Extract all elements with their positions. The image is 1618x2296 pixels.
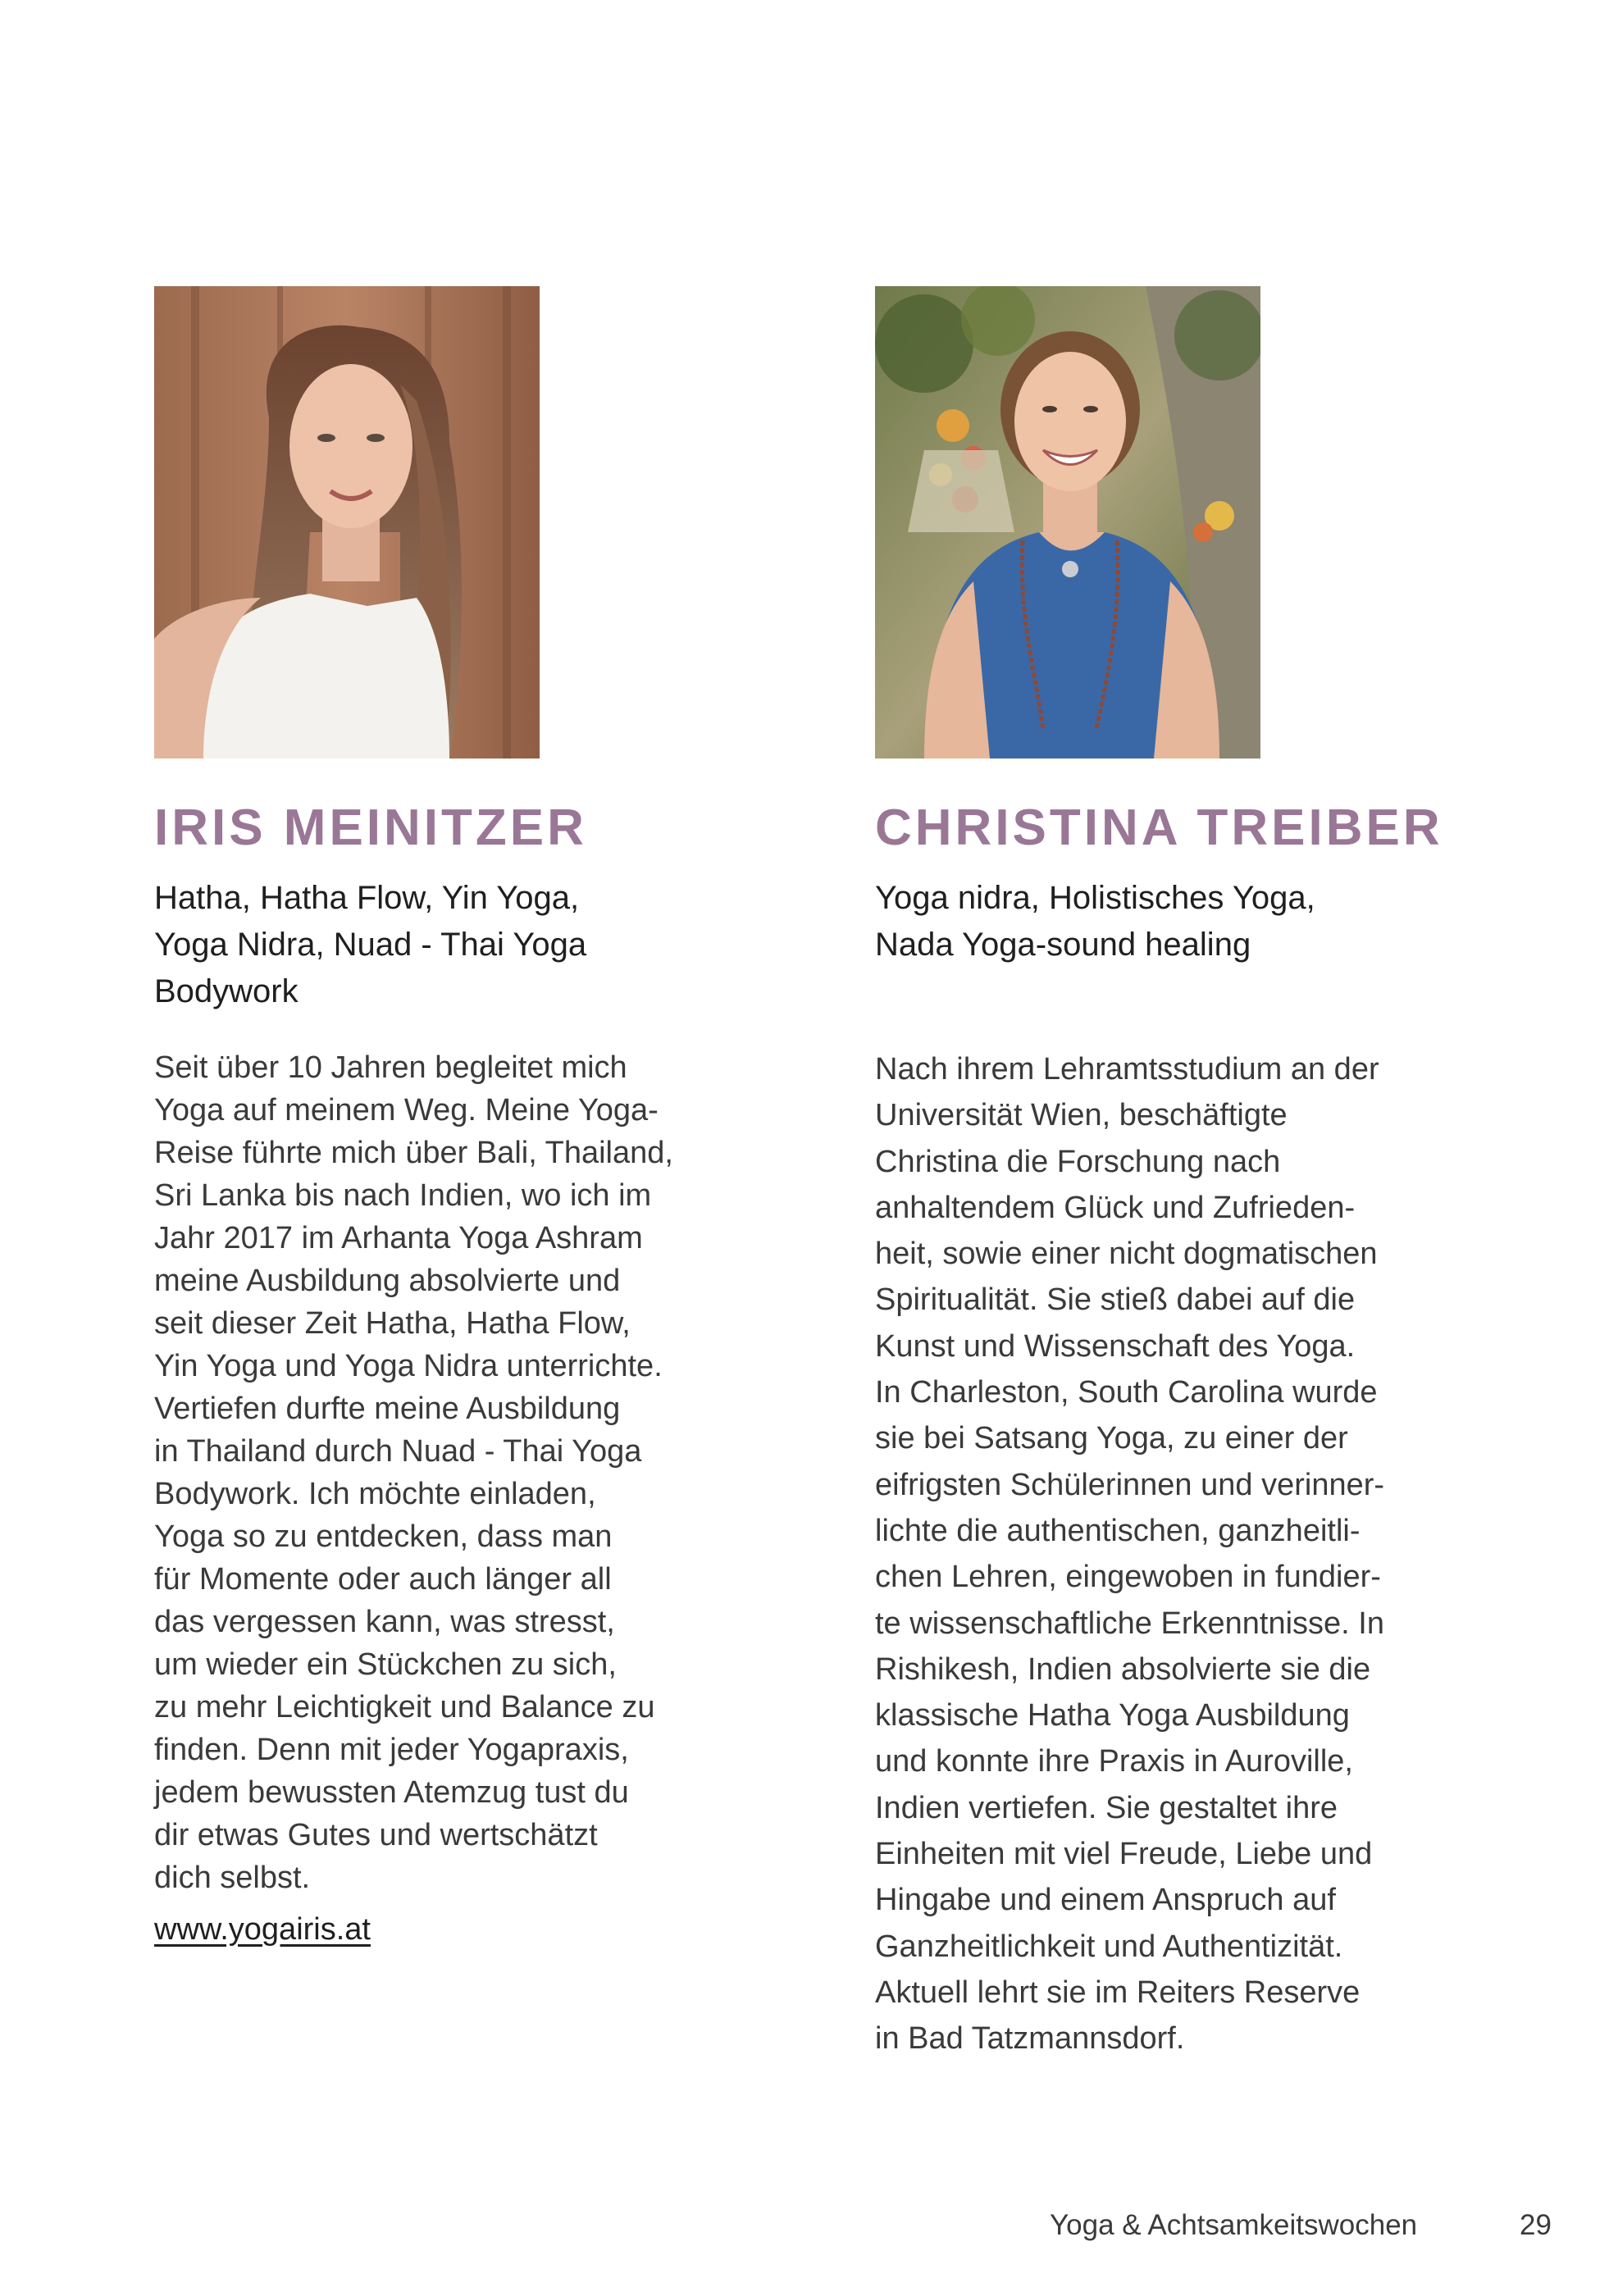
- bio-line: klassische Hatha Yoga Ausbildung: [875, 1698, 1350, 1733]
- yoga-styles: [154, 875, 586, 1015]
- bio-line: meine Ausbildung absolvierte und: [154, 1264, 621, 1298]
- bio-line: Spiritualität. Sie stieß dabei auf die: [875, 1282, 1356, 1318]
- bio-line: Indien vertiefen. Sie gestaltet ihre: [875, 1790, 1338, 1825]
- yoga-styles-line: Yoga Nidra, Nuad - Thai Yoga: [154, 927, 587, 963]
- iris-portrait-photo: [154, 286, 540, 758]
- bio-line: um wieder ein Stückchen zu sich,: [154, 1647, 617, 1682]
- bio-line: te wissenschaftliche Erkenntnisse. In: [875, 1606, 1384, 1641]
- bio-line: Rishikesh, Indien absolvierte sie die: [875, 1651, 1371, 1687]
- bio-line: jedem bewussten Atemzug tust du: [154, 1775, 629, 1810]
- bio-line: Yin Yoga und Yoga Nidra unterrichte.: [154, 1349, 663, 1383]
- bio-line: Hingabe und einem Anspruch auf: [875, 1883, 1336, 1918]
- bio-line: Sri Lanka bis nach Indien, wo ich im: [154, 1178, 652, 1213]
- bio-line: das vergessen kann, was stresst,: [154, 1605, 615, 1639]
- bio-line: Bodywork. Ich möchte einladen,: [154, 1477, 596, 1511]
- bio-line: und konnte ihre Praxis in Auroville,: [875, 1744, 1353, 1779]
- bio-line: Kunst und Wissenschaft des Yoga.: [875, 1328, 1356, 1364]
- bio-line: dich selbst.: [154, 1861, 311, 1895]
- bio-line: sie bei Satsang Yoga, zu einer der: [875, 1421, 1348, 1456]
- bio-line: Vertiefen durfte meine Ausbildung: [154, 1392, 621, 1426]
- bio-line: chen Lehren, eingewoben in fundier-: [875, 1560, 1381, 1595]
- bio-line: dir etwas Gutes und wertschätzt: [154, 1818, 598, 1852]
- profile-bio: [154, 1046, 673, 1899]
- profile-name: IRIS MEINITZER: [154, 800, 587, 856]
- bio-line: Yoga so zu entdecken, dass man: [154, 1519, 613, 1554]
- profile-name: CHRISTINA TREIBER: [875, 800, 1443, 856]
- bio-line: Yoga auf meinem Weg. Meine Yoga-: [154, 1093, 659, 1128]
- yoga-styles-line: Yoga nidra, Holistisches Yoga,: [875, 880, 1315, 916]
- yoga-styles-line: Hatha, Hatha Flow, Yin Yoga,: [154, 880, 580, 916]
- bio-line: seit dieser Zeit Hatha, Hatha Flow,: [154, 1306, 631, 1341]
- bio-line: Einheiten mit viel Freude, Liebe und: [875, 1837, 1373, 1872]
- bio-line: lichte die authentischen, ganzheitli-: [875, 1513, 1360, 1548]
- bio-line: Reise führte mich über Bali, Thailand,: [154, 1136, 673, 1170]
- footer-title: Yoga & Achtsamkeitswochen: [1050, 2209, 1418, 2241]
- website-link[interactable]: www.yogairis.at: [154, 1912, 371, 1947]
- profile-christina: [875, 286, 1531, 2057]
- yoga-styles-line: Bodywork: [154, 973, 299, 1009]
- bio-line: Aktuell lehrt sie im Reiters Reserve: [875, 1975, 1360, 2010]
- bio-line: Jahr 2017 im Arhanta Yoga Ashram: [154, 1221, 643, 1255]
- profile-bio: [875, 1046, 1384, 2062]
- bio-line: Christina die Forschung nach: [875, 1144, 1281, 1179]
- yoga-styles: [875, 875, 1315, 968]
- bio-line: anhaltendem Glück und Zufrieden-: [875, 1190, 1356, 1225]
- bio-line: in Thailand durch Nuad - Thai Yoga: [154, 1434, 642, 1469]
- bio-line: in Bad Tatzmannsdorf.: [875, 2021, 1185, 2057]
- bio-line: Universität Wien, beschäftigte: [875, 1098, 1288, 1133]
- profile-iris: [154, 286, 745, 1947]
- bio-line: In Charleston, South Carolina wurde: [875, 1375, 1378, 1410]
- bio-line: heit, sowie einer nicht dogmatischen: [875, 1237, 1378, 1272]
- bio-line: Seit über 10 Jahren begleitet mich: [154, 1050, 627, 1085]
- bio-line: zu mehr Leichtigkeit und Balance zu: [154, 1690, 655, 1724]
- bio-line: Ganzheitlichkeit und Authentizität.: [875, 1929, 1343, 1964]
- page-number: 29: [1520, 2209, 1552, 2241]
- bio-line: für Momente oder auch länger all: [154, 1562, 612, 1597]
- bio-line: eifrigsten Schülerinnen und verinner-: [875, 1467, 1385, 1502]
- yoga-styles-line: Nada Yoga-sound healing: [875, 927, 1251, 963]
- christina-portrait-photo: [875, 286, 1260, 758]
- bio-line: Nach ihrem Lehramtsstudium an der: [875, 1052, 1379, 1086]
- bio-line: finden. Denn mit jeder Yogapraxis,: [154, 1733, 629, 1767]
